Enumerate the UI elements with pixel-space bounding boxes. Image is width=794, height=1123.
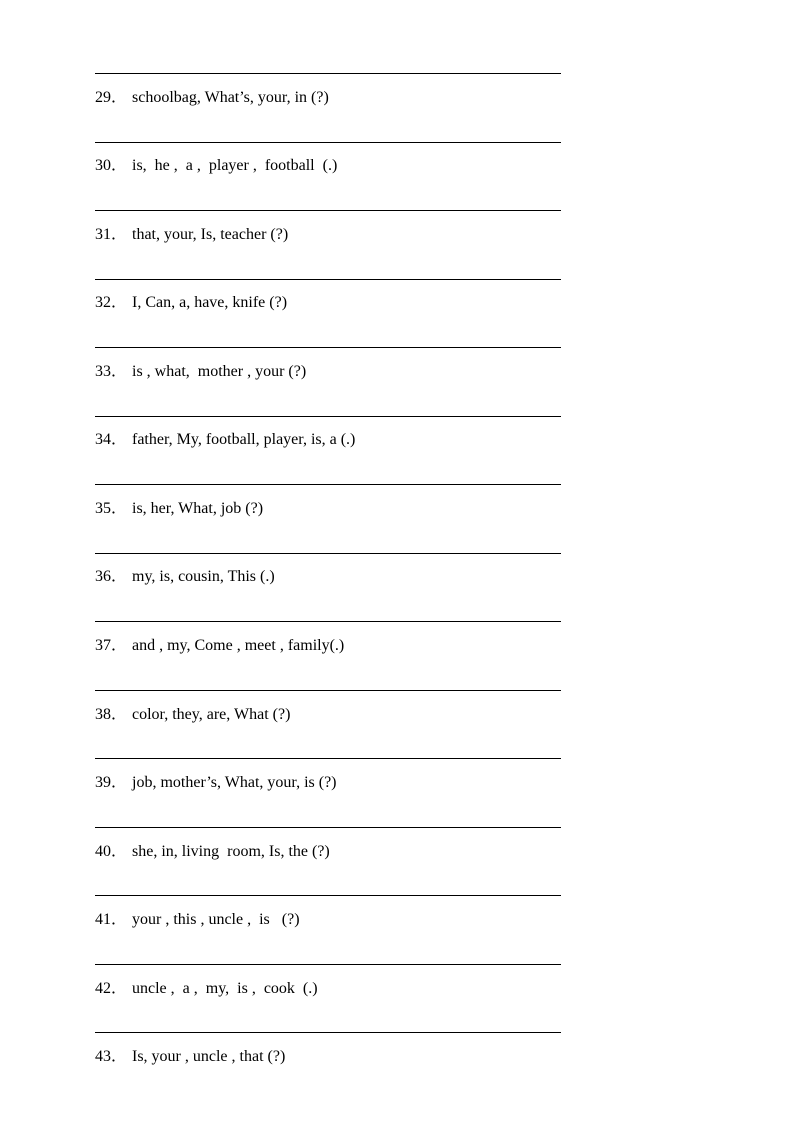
- exercise-number: 42．: [95, 980, 128, 997]
- answer-line: [95, 758, 561, 759]
- answer-line: [95, 895, 561, 896]
- exercise-text: I, Can, a, have, knife (?): [132, 294, 288, 311]
- exercise-text: is, he , a , player , football (.): [132, 157, 338, 174]
- exercise-text: uncle , a , my, is , cook (.): [132, 980, 318, 997]
- exercise-number: 38．: [95, 706, 128, 723]
- exercise-text: father, My, football, player, is, a (.): [132, 431, 356, 448]
- exercise-41: [95, 909, 695, 931]
- answer-line: [95, 416, 561, 417]
- answer-line: [95, 484, 561, 485]
- exercise-text: color, they, are, What (?): [132, 706, 291, 723]
- answer-line: [95, 73, 561, 74]
- exercise-text: is, her, What, job (?): [132, 500, 264, 517]
- exercise-number: 32．: [95, 294, 128, 311]
- exercise-number: 43．: [95, 1048, 128, 1065]
- answer-line: [95, 210, 561, 211]
- exercise-number: 39．: [95, 774, 128, 791]
- exercise-34: [95, 429, 695, 451]
- answer-line: [95, 690, 561, 691]
- exercise-number: 29．: [95, 89, 128, 106]
- answer-line: [95, 964, 561, 965]
- exercise-text: my, is, cousin, This (.): [132, 568, 275, 585]
- answer-line: [95, 621, 561, 622]
- exercise-39: [95, 772, 695, 794]
- exercise-text: she, in, living room, Is, the (?): [132, 843, 330, 860]
- exercise-number: 33．: [95, 363, 128, 380]
- exercise-42: [95, 978, 695, 1000]
- answer-line: [95, 553, 561, 554]
- exercise-number: 40．: [95, 843, 128, 860]
- exercise-31: [95, 224, 695, 246]
- answer-line: [95, 142, 561, 143]
- answer-line: [95, 827, 561, 828]
- exercise-number: 35．: [95, 500, 128, 517]
- exercise-43: [95, 1046, 695, 1068]
- exercise-text: schoolbag, What’s, your, in (?): [132, 89, 329, 106]
- answer-line: [95, 347, 561, 348]
- exercise-29: [95, 87, 695, 109]
- exercise-32: [95, 292, 695, 314]
- exercise-number: 34．: [95, 431, 128, 448]
- exercise-text: and , my, Come , meet , family(.): [132, 637, 345, 654]
- exercise-number: 31．: [95, 226, 128, 243]
- exercise-text: is , what, mother , your (?): [132, 363, 307, 380]
- answer-line: [95, 1032, 561, 1033]
- answer-line: [95, 279, 561, 280]
- exercise-35: [95, 498, 695, 520]
- exercise-40: [95, 841, 695, 863]
- exercise-text: job, mother’s, What, your, is (?): [132, 774, 337, 791]
- exercise-36: [95, 566, 695, 588]
- exercise-number: 30．: [95, 157, 128, 174]
- exercise-37: [95, 635, 695, 657]
- exercise-number: 41．: [95, 911, 128, 928]
- exercise-number: 37．: [95, 637, 128, 654]
- exercise-number: 36．: [95, 568, 128, 585]
- exercise-30: [95, 155, 695, 177]
- exercise-38: [95, 704, 695, 726]
- exercise-33: [95, 361, 695, 383]
- exercise-text: Is, your , uncle , that (?): [132, 1048, 286, 1065]
- exercise-text: that, your, Is, teacher (?): [132, 226, 289, 243]
- exercise-text: your , this , uncle , is (?): [132, 911, 300, 928]
